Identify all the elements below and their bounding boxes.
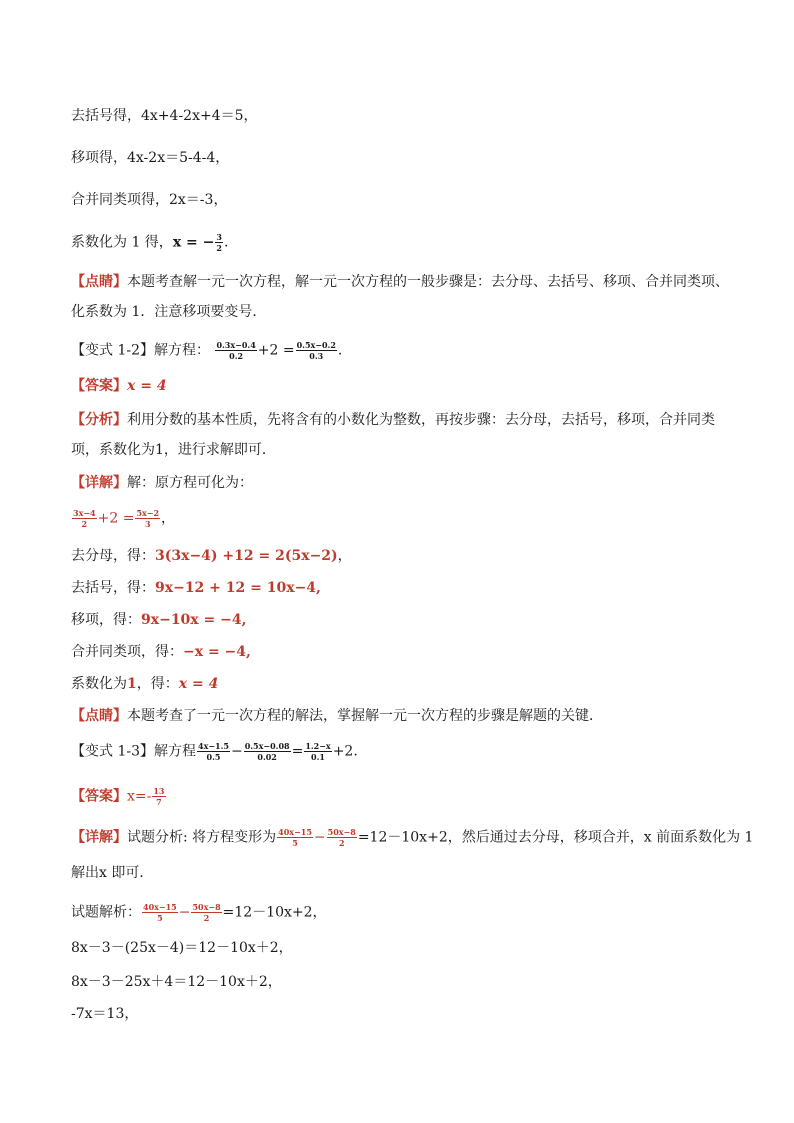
dianjing-tag: 【点睛】	[71, 274, 127, 290]
solution-start: 试题解析： $\frac{40x-15}{5}$ − $\frac{50x-8}{2}$ =12－10x+2，	[71, 902, 327, 923]
step-denominator: 去分母，得：3(3x−4) +12 = 2(5x−2)，	[71, 548, 352, 564]
answer-1-3: 【答案】x=- $\frac{13}{7}$	[71, 786, 165, 807]
coef-fraction: $\frac{3}{2}$	[216, 232, 222, 253]
fenxi-1-2: 【分析】利用分数的基本性质，先将含有的小数化为整数，再按步骤：去分母，去括号，移项，合并同类项，系数化为1，进行求解即可．	[71, 412, 715, 458]
solution-eq-3: -7x＝13，	[71, 1006, 139, 1022]
dianjing-1: 【点睛】本题考查解一元一次方程，解一元一次方程的一般步骤是：去分母、去括号、移项、合并同类项、化系数为 1．注意移项要变号．	[71, 274, 729, 320]
dianjing-2: 【点睛】本题考查了一元一次方程的解法，掌握解一元一次方程的步骤是解题的关键．	[71, 708, 603, 724]
coef-label: 系数化为 1 得，	[71, 234, 173, 251]
bianshi-1-3: 【变式 1-3】解方程 $\frac{4x-1.5}{0.5}$ − $\frac{0.5x-0.08}{0.02}$ = $\frac{1.2-x}{0.1}$ +2.	[71, 741, 358, 762]
step-combine: 合并同类项，得：−x = −4,	[71, 644, 251, 660]
line-move-terms: 移项得，4x-2x＝5-4-4，	[71, 150, 230, 166]
solution-eq-1: 8x－3－(25x－4)＝12－10x＋2，	[71, 940, 293, 956]
step-rewrite: $\frac{3x-4}{2}$ +2 = $\frac{5x-2}{3}$ ，	[73, 508, 176, 529]
answer-1-2: 【答案】x = 4	[71, 378, 167, 394]
xiangjie-1-3: 【详解】试题分析: 将方程变形为 $\frac{40x-15}{5}$ − $\frac{50x-8}{2}$ =12－10x+2，然后通过去分母，移项合并，x 前面系数化为 1	[71, 827, 754, 848]
step-move: 移项，得：9x−10x = −4,	[71, 612, 247, 628]
coef-x: x = −	[172, 234, 215, 251]
line-remove-brackets: 去括号得，4x+4-2x+4＝5，	[71, 108, 258, 124]
line-coefficient: 系数化为 1 得，x = − $\frac{3}{2}$ .	[71, 232, 229, 253]
bianshi-1-2: 【变式 1-2】解方程： $\frac{0.3x-0.4}{0.2}$ +2 = $\frac{0.5x-0.2}{0.3}$ .	[71, 340, 343, 361]
xiangjie-1-2: 【详解】解：原方程可化为：	[71, 475, 253, 491]
step-coefficient: 系数化为1，得：x = 4	[71, 676, 219, 692]
xiangjie-1-3-line2: 解出x 即可．	[71, 865, 154, 881]
step-brackets: 去括号，得：9x−12 + 12 = 10x−4,	[71, 580, 321, 596]
line-combine: 合并同类项得，2x＝-3，	[71, 192, 228, 208]
solution-eq-2: 8x－3－25x＋4＝12－10x＋2，	[71, 974, 282, 990]
